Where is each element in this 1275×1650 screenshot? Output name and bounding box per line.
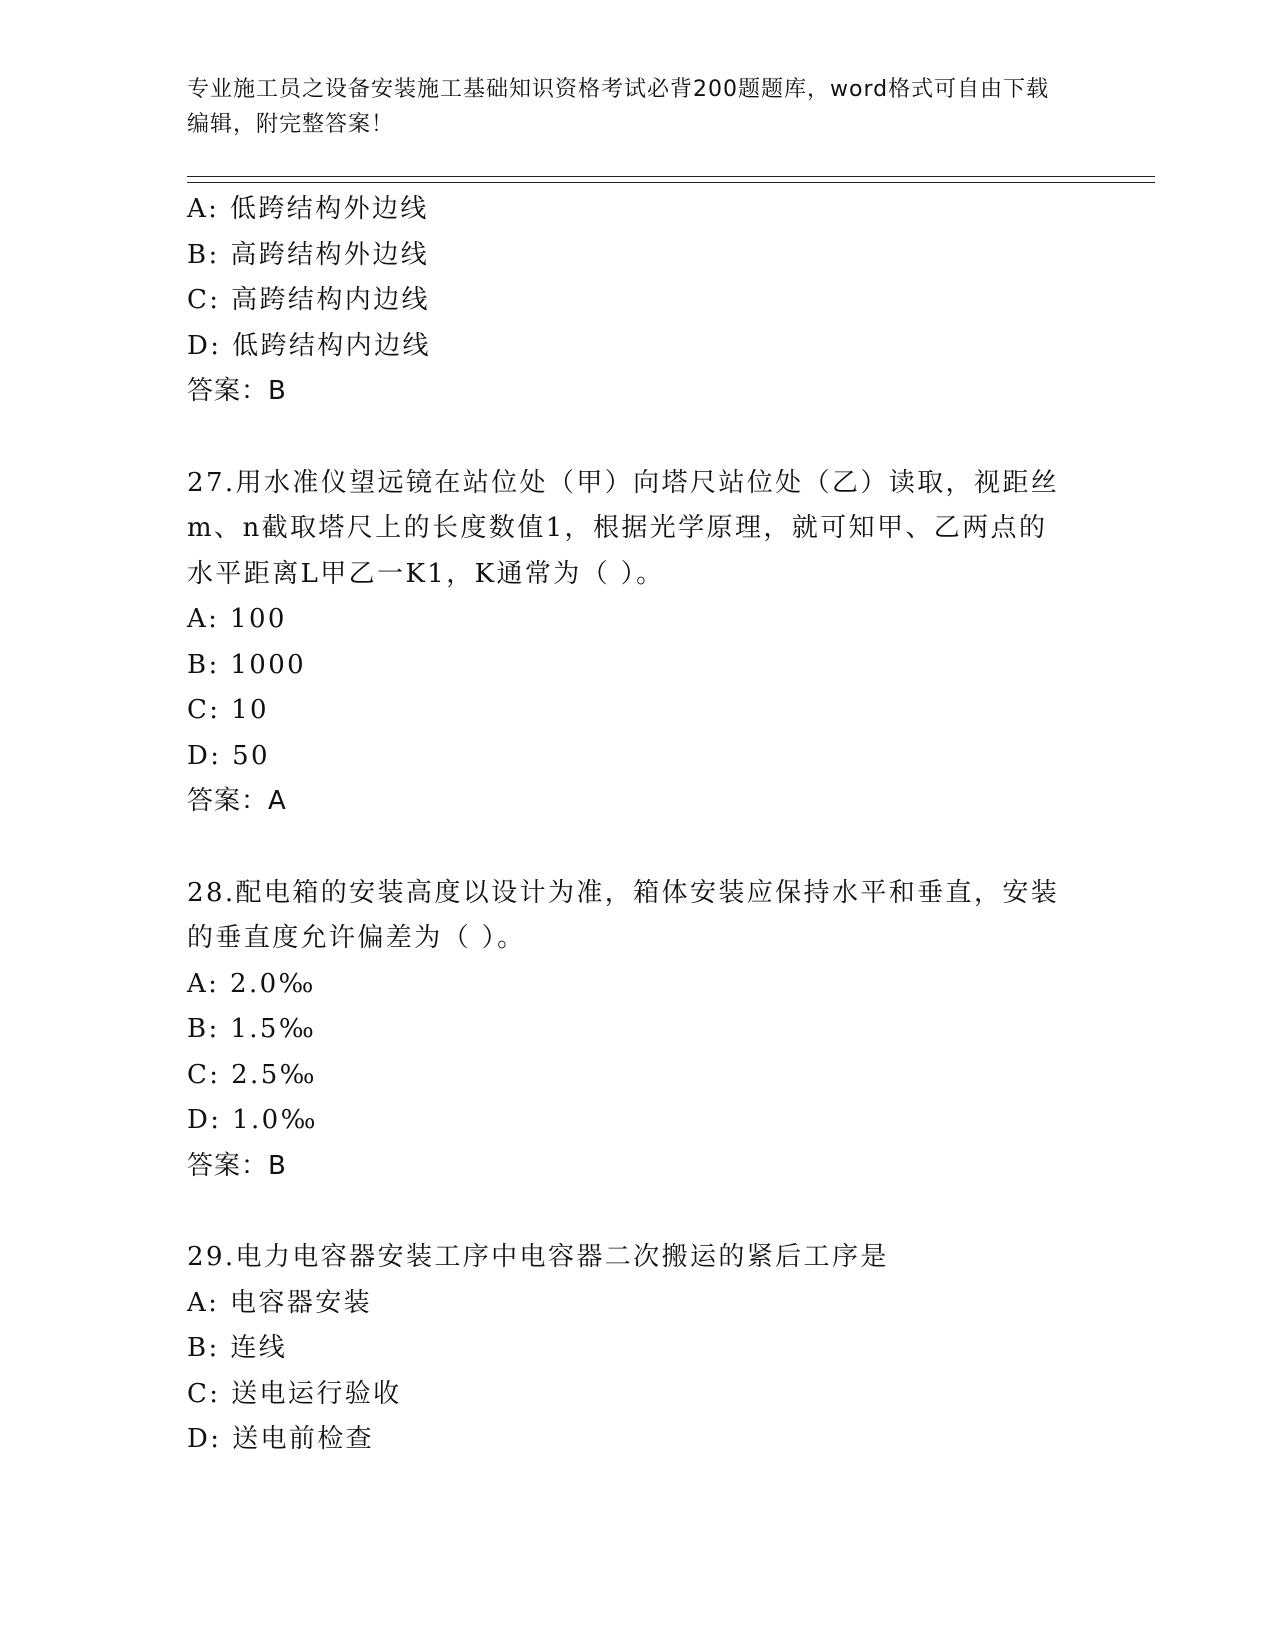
- question-stem-line: 水平距离L甲乙一K1，K通常为（ ）。: [187, 558, 665, 589]
- option-a: A: 低跨结构外边线: [187, 194, 429, 224]
- question-block-prev: [187, 187, 1087, 415]
- answer-line: 答案：A: [187, 786, 287, 816]
- option-c: C: 送电运行验收: [187, 1378, 402, 1409]
- option-b: B: 高跨结构外边线: [187, 239, 430, 270]
- option-c: C: 10: [187, 695, 270, 725]
- spacer: [187, 1189, 1087, 1235]
- spacer: [187, 825, 1087, 871]
- question-list: [187, 187, 1087, 1463]
- question-stem-line: 的垂直度允许偏差为（ ）。: [187, 923, 526, 953]
- header-rule-top: [187, 176, 1155, 177]
- option-b: B: 1.5‰: [187, 1014, 317, 1044]
- question-stem-line: m、n截取塔尺上的长度数值1，根据光学原理，就可知甲、乙两点的: [187, 513, 1048, 543]
- question-stem-line: 28.配电箱的安装高度以设计为准，箱体安装应保持水平和垂直，安装: [187, 877, 1060, 908]
- option-d: D: 送电前检查: [187, 1424, 375, 1454]
- option-c: C: 2.5‰: [187, 1059, 317, 1090]
- header-rule-bottom: [187, 182, 1155, 183]
- question-stem-line: 29.电力电容器安装工序中电容器二次搬运的紧后工序是: [187, 1242, 889, 1272]
- option-a: A: 电容器安装: [187, 1287, 373, 1318]
- question-block-27: [187, 461, 1087, 825]
- question-stem-line: 27.用水准仪望远镜在站位处（甲）向塔尺站位处（乙）读取，视距丝: [187, 467, 1060, 498]
- option-d: D: 50: [187, 740, 270, 771]
- option-d: D: 低跨结构内边线: [187, 330, 431, 361]
- option-c: C: 高跨结构内边线: [187, 285, 430, 315]
- option-d: D: 1.0‰: [187, 1105, 318, 1135]
- option-b: B: 1000: [187, 649, 307, 680]
- spacer: [187, 415, 1087, 461]
- question-block-29: [187, 1235, 1087, 1463]
- option-a: A: 2.0‰: [187, 968, 316, 999]
- answer-line: 答案：B: [187, 376, 287, 406]
- question-block-28: [187, 871, 1087, 1190]
- answer-line: 答案：B: [187, 1150, 287, 1181]
- option-a: A: 100: [187, 604, 287, 634]
- option-b: B: 连线: [187, 1333, 288, 1363]
- document-header: 专业施工员之设备安装施工基础知识资格考试必背200题题库，word格式可自由下载编辑，附完整答案！: [187, 77, 1050, 137]
